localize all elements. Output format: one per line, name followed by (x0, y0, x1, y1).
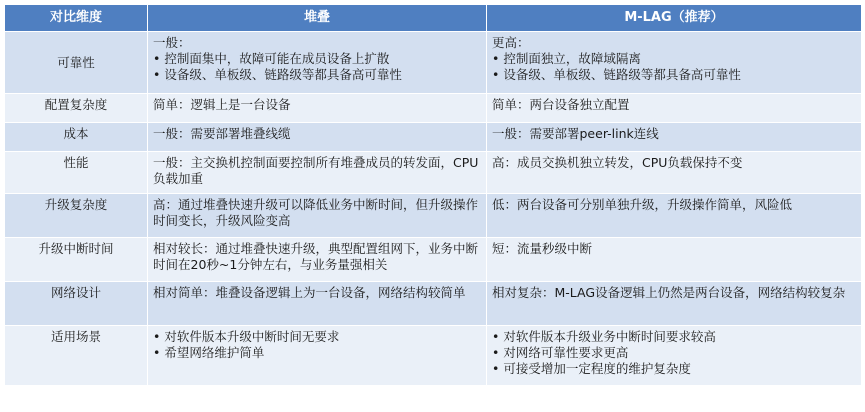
mlag-text: 低：两台设备可分别单独升级，升级操作简单，风险低 (492, 197, 793, 212)
table-row-performance (5, 152, 862, 194)
mlag-text: 简单：两台设备独立配置 (492, 97, 630, 112)
mlag-cell (487, 152, 862, 194)
mlag-bullet: • 可接受增加一定程度的维护复杂度 (492, 361, 856, 377)
dimension-cell (5, 32, 148, 94)
table-row-scenarios (5, 326, 862, 386)
mlag-cell (487, 282, 862, 326)
mlag-bullet: • 设备级、单板级、链路级等都具备高可靠性 (492, 67, 856, 83)
dimension-cell (5, 94, 148, 123)
mlag-bullet: • 对网络可靠性要求更高 (492, 345, 856, 361)
stack-text: 一般：需要部署堆叠线缆 (153, 126, 291, 141)
dimension-cell (5, 123, 148, 152)
stack-bullet: • 控制面集中，故障可能在成员设备上扩散 (153, 51, 481, 67)
mlag-bullet: • 对软件版本升级业务中断时间要求较高 (492, 329, 856, 345)
stack-text: 相对较长：通过堆叠快速升级，典型配置组网下，业务中断时间在20秒~1分钟左右，与业务量强相关 (153, 241, 479, 272)
stack-cell (148, 194, 487, 238)
stack-cell (148, 123, 487, 152)
dimension-label: 升级复杂度 (44, 197, 108, 212)
comparison-table (4, 4, 862, 386)
table-row-config-complexity (5, 94, 862, 123)
mlag-cell (487, 194, 862, 238)
dimension-label: 适用场景 (50, 329, 101, 344)
dimension-label: 升级中断时间 (38, 241, 114, 256)
stack-intro: 一般： (153, 35, 191, 50)
dimension-cell (5, 282, 148, 326)
dimension-label: 可靠性 (57, 55, 95, 70)
table-row-upgrade-complexity (5, 194, 862, 238)
stack-cell (148, 238, 487, 282)
stack-cell (148, 152, 487, 194)
stack-bullet: • 希望网络维护简单 (153, 345, 481, 361)
stack-bullet: • 对软件版本升级中断时间无要求 (153, 329, 481, 345)
stack-text: 相对简单：堆叠设备逻辑上为一台设备，网络结构较简单 (153, 285, 466, 300)
dimension-cell (5, 326, 148, 386)
mlag-cell (487, 94, 862, 123)
stack-cell (148, 326, 487, 386)
mlag-cell (487, 32, 862, 94)
stack-text: 高：通过堆叠快速升级可以降低业务中断时间，但升级操作时间变长，升级风险变高 (153, 197, 479, 228)
comparison-table-container (4, 4, 861, 408)
dimension-label: 成本 (63, 126, 89, 141)
mlag-cell (487, 326, 862, 386)
dimension-label: 性能 (63, 155, 89, 170)
mlag-text: 短：流量秒级中断 (492, 241, 593, 256)
header-row (5, 5, 862, 32)
dimension-cell (5, 238, 148, 282)
mlag-text: 一般：需要部署peer-link连线 (492, 126, 659, 141)
header-dimension: 对比维度 (5, 5, 148, 32)
stack-cell (148, 32, 487, 94)
stack-cell (148, 282, 487, 326)
mlag-text: 高：成员交换机独立转发，CPU负载保持不变 (492, 155, 743, 170)
mlag-intro: 更高： (492, 35, 530, 50)
mlag-bullet: • 控制面独立，故障域隔离 (492, 51, 856, 67)
stack-bullet: • 设备级、单板级、链路级等都具备高可靠性 (153, 67, 481, 83)
mlag-text: 相对复杂：M-LAG设备逻辑上仍然是两台设备，网络结构较复杂 (492, 285, 846, 300)
mlag-cell (487, 123, 862, 152)
dimension-cell (5, 152, 148, 194)
dimension-cell (5, 194, 148, 238)
header-mlag: M-LAG（推荐） (487, 5, 862, 32)
table-row-network-design (5, 282, 862, 326)
stack-text: 简单：逻辑上是一台设备 (153, 97, 291, 112)
stack-text: 一般：主交换机控制面要控制所有堆叠成员的转发面，CPU负载加重 (153, 155, 479, 186)
table-row-upgrade-interruption (5, 238, 862, 282)
mlag-cell (487, 238, 862, 282)
dimension-label: 配置复杂度 (44, 97, 108, 112)
table-row-reliability (5, 32, 862, 94)
stack-cell (148, 94, 487, 123)
dimension-label: 网络设计 (50, 285, 101, 300)
header-stack: 堆叠 (148, 5, 487, 32)
table-row-cost (5, 123, 862, 152)
